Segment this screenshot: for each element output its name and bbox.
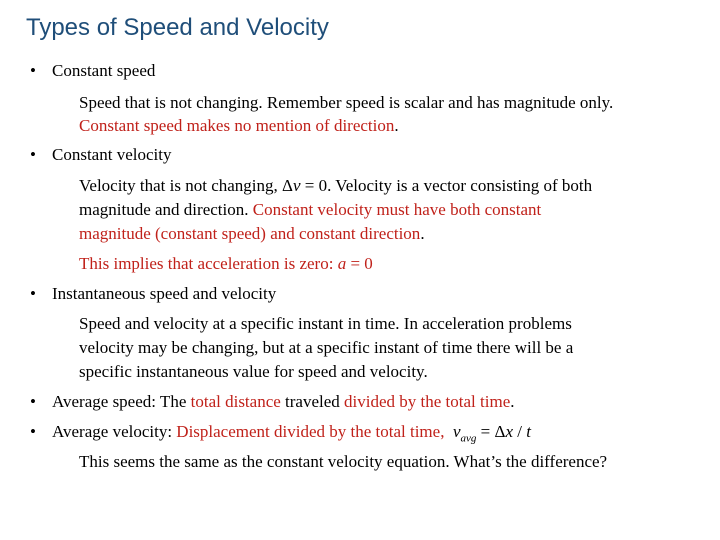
acceleration-variable: a	[337, 254, 347, 273]
period: .	[420, 224, 425, 243]
bullet-marker: •	[30, 422, 36, 441]
t-variable: t	[526, 422, 531, 441]
constant-velocity-desc-line3	[79, 224, 425, 244]
bullet-marker: •	[30, 145, 36, 164]
bullet-constant-speed: Constant speed	[52, 61, 156, 80]
constant-velocity-desc-line1	[79, 176, 592, 196]
highlight-divided-time: divided by the total time	[344, 392, 511, 411]
constant-velocity-note: Constant velocity must have both constant	[252, 200, 542, 219]
bullet-average-velocity	[52, 422, 531, 445]
period: .	[394, 116, 399, 135]
text-segment: magnitude and direction.	[79, 200, 253, 219]
instantaneous-desc-line3: specific instantaneous value for speed and velocity.	[79, 362, 428, 381]
bullet-average-speed	[52, 392, 515, 412]
text-segment: Velocity that is not changing,	[79, 176, 283, 195]
bullet-constant-velocity: Constant velocity	[52, 145, 172, 164]
bullet-marker: •	[30, 61, 36, 80]
constant-velocity-note: magnitude (constant speed) and constant direction	[79, 224, 421, 243]
text-segment: Average speed: The	[52, 392, 191, 411]
acceleration-zero-line	[79, 254, 373, 274]
text-segment: = 0	[346, 254, 373, 273]
slide-title: Types of Speed and Velocity	[26, 14, 329, 41]
text-segment: Average velocity:	[52, 422, 177, 441]
delta-symbol: Δ	[282, 176, 293, 195]
equals-delta: = Δ	[476, 422, 506, 441]
highlight-total-distance: total distance	[190, 392, 281, 411]
text-segment: traveled	[280, 392, 345, 411]
velocity-variable: v	[292, 176, 301, 195]
constant-velocity-desc-line2	[79, 200, 541, 220]
instantaneous-desc-line2: velocity may be changing, but at a specific instant of time there will be a	[79, 338, 574, 357]
highlight-displacement: Displacement divided by the total time,	[176, 422, 445, 441]
bullet-marker: •	[30, 392, 36, 411]
bullet-instantaneous: Instantaneous speed and velocity	[52, 284, 277, 303]
instantaneous-desc-line1: Speed and velocity at a specific instant in time. In acceleration problems	[79, 314, 572, 333]
average-velocity-question: This seems the same as the constant velocity equation. What’s the difference?	[79, 452, 608, 471]
constant-speed-desc-line1: Speed that is not changing. Remember speed is scalar and has magnitude only.	[79, 93, 614, 112]
constant-speed-note: Constant speed makes no mention of direction	[79, 116, 395, 135]
text-segment: This implies that acceleration is zero:	[79, 254, 338, 273]
bullet-marker: •	[30, 284, 36, 303]
period: .	[510, 392, 515, 411]
velocity-variable: v	[452, 422, 461, 441]
avg-subscript: avg	[460, 432, 477, 445]
constant-speed-desc-line2	[79, 116, 399, 136]
x-variable: x	[505, 422, 513, 441]
slash: /	[512, 422, 527, 441]
text-segment: = 0. Velocity is a vector consisting of both	[300, 176, 593, 195]
